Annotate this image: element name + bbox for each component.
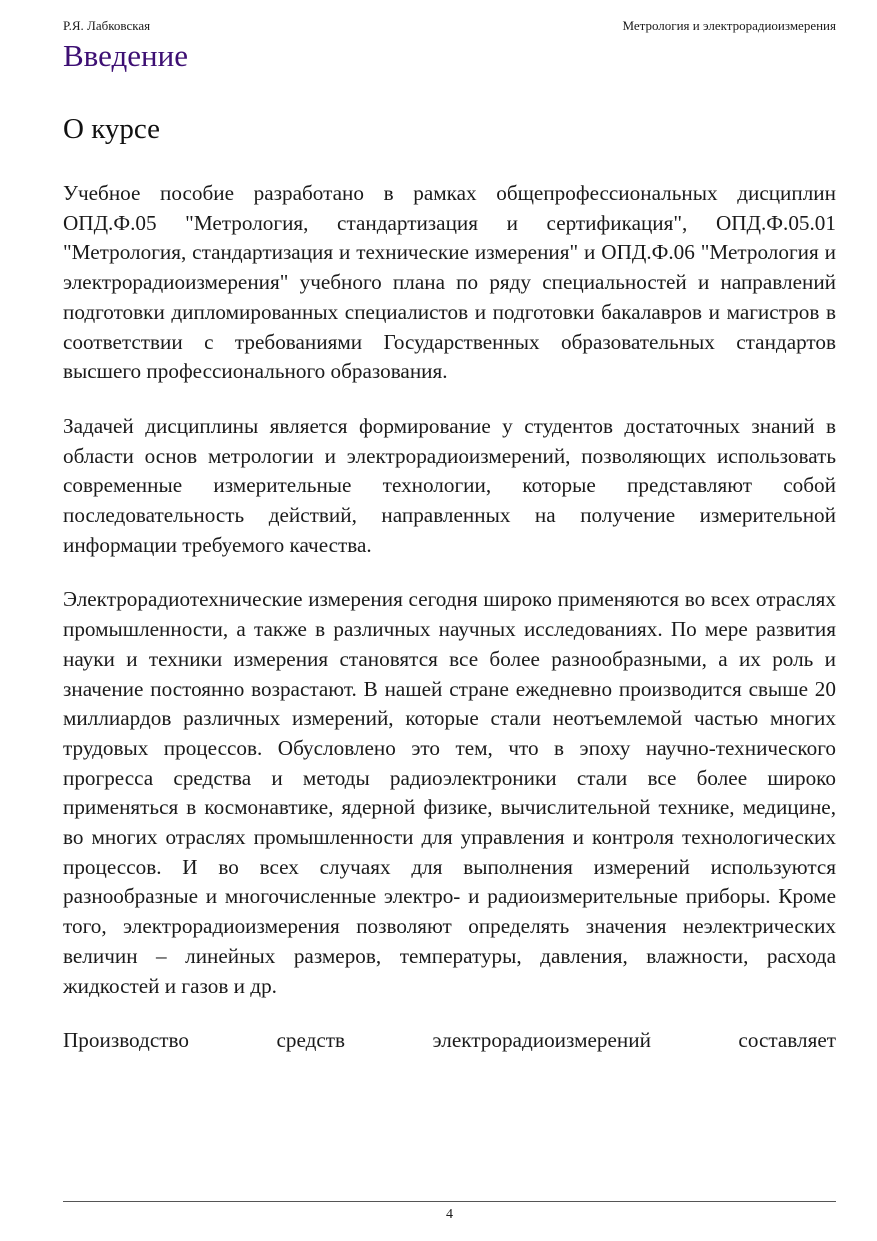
section-title: О курсе	[63, 113, 160, 145]
paragraph-4: Производство средств электрорадиоизмерений составляет	[63, 1028, 836, 1053]
paragraph-3: Электрорадиотехнические измерения сегодня широко применяются во всех отраслях промышленности, а также в различных научных исследованиях. По мере развития науки и техники измерения становятся все более разнообразными, а их роль и значение постоянно возрастают. В нашей стране ежедневно производится свыше 20 миллиардов различных измерений, которые стали неотъемлемой частью многих трудовых процессов. Обусловлено это тем, что в эпоху научно-технического прогресса средства и методы радиоэлектроники стали все более широко применяться в космонавтике, ядерной физике, вычислительной технике, медицине, во многих отраслях промышленности для управления и контроля технологических процессов. И во всех случаях для выполнения измерений используются разнообразные и многочисленные электро- и радиоизмерительные приборы. Кроме того, электрорадиоизмерения позволяют определять значения неэлектрических величин – линейных размеров, температуры, давления, влажности, расхода жидкостей и газов и др.	[63, 587, 836, 998]
document-page	[63, 0, 836, 1241]
page-number: 4	[446, 1207, 453, 1222]
footer-divider	[63, 1201, 836, 1202]
header-author: Р.Я. Лабковская	[63, 18, 151, 33]
running-header	[63, 17, 836, 35]
paragraph-2: Задачей дисциплины является формирование у студентов достаточных знаний в области основ метрологии и электрорадиоизмерений, позволяющих использовать современные измерительные технологии, которые представляют собой последовательность действий, направленных на получение измерительной информации требуемого качества.	[63, 413, 836, 557]
chapter-title: Введение	[63, 38, 188, 73]
header-book-title: Метрология и электрорадиоизмерения	[622, 18, 836, 33]
paragraph-1: Учебное пособие разработано в рамках общепрофессиональных дисциплин ОПД.Ф.05 "Метрология, стандартизация и сертификация", ОПД.Ф.05.01 "Метрология, стандартизация и технические измерения" и ОПД.Ф.06 "Метрология и электрорадиоизмерения" учебного плана по ряду специальностей и направлений подготовки дипломированных специалистов и подготовки бакалавров и магистров в соответствии с требованиями Государственных образовательных стандартов высшего профессионального образования.	[63, 181, 836, 384]
body-text	[63, 179, 836, 1056]
